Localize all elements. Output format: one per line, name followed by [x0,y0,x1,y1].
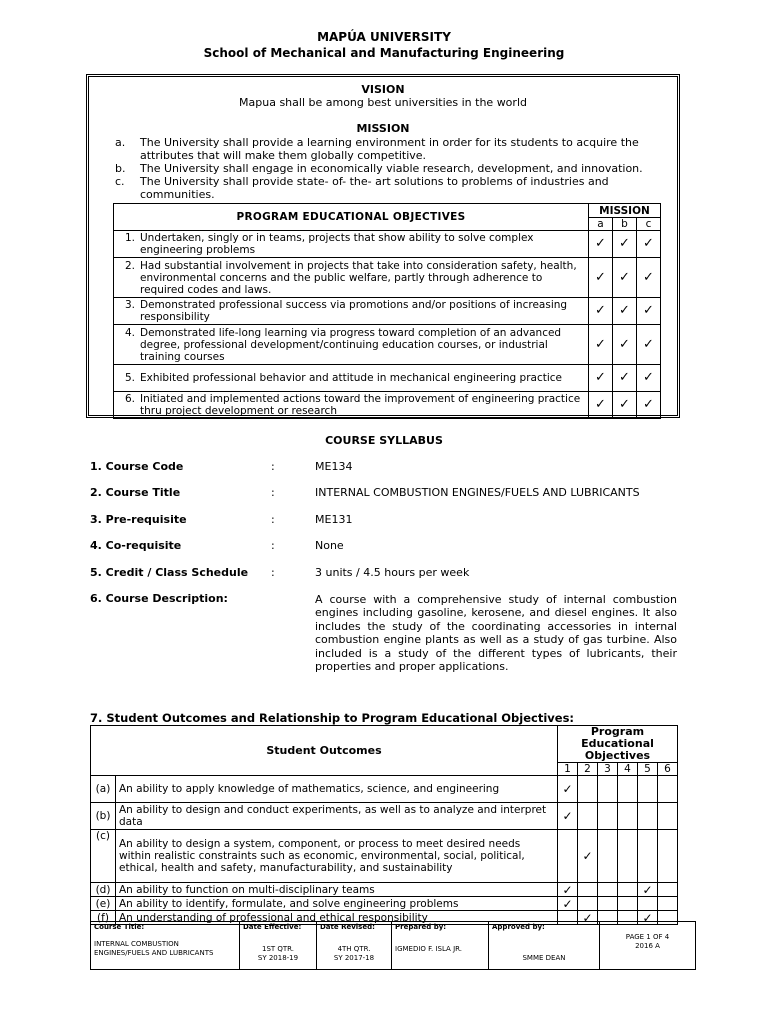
outcome-row: (f) An understanding of professional and ethical responsibility ✓ ✓ [91,911,678,925]
peo-col: 1 [558,763,578,776]
check-mark: ✓ [578,911,598,925]
check-mark: ✓ [638,883,658,897]
footer-page-info: PAGE 1 OF 4 2016 A [600,922,696,970]
peo-row: 2. Had substantial involvement in projects that take into consideration safety, health, environmental concerns and the public welfare, partly through adherence to required codes and laws. ✓ ✓ ✓ [114,258,661,298]
mission-item: a. The University shall provide a learning environment in order for its students to acquire the attributes that will make them globally competitive. [115,136,639,162]
check-mark: ✓ [558,803,578,830]
student-outcomes-table [90,725,678,925]
outcome-row: (d) An ability to function on multi-disciplinary teams ✓ ✓ [91,883,678,897]
peo-col: 5 [638,763,658,776]
peo-col: 6 [658,763,678,776]
course-syllabus-title: COURSE SYLLABUS [325,434,443,447]
footer-approved-by: Approved by: SMME DEAN [489,922,600,970]
course-description-text: A course with a comprehensive study of internal combustion engines including gasoline, kerosene, and diesel engines. It also includes the study of the coordinating accessories in internal combustion engine plants as well as a study of gas turbine. Also included is a study of the different types of lubricants, their properties and proper applications. [315,593,677,674]
university-name: MAPÚA UNIVERSITY [317,30,451,44]
check-mark: ✓ [613,365,637,392]
check-mark: ✓ [613,258,637,298]
check-mark: ✓ [558,776,578,803]
check-mark: ✓ [637,392,661,419]
document-footer [90,921,696,970]
check-mark: ✓ [637,325,661,365]
peo-row: 6. Initiated and implemented actions toward the improvement of engineering practice thru project development or research ✓ ✓ ✓ [114,392,661,419]
check-mark: ✓ [589,231,613,258]
peo-col: 2 [578,763,598,776]
student-outcomes-header: Student Outcomes [91,726,558,776]
peo-row: 3. Demonstrated professional success via promotions and/or positions of increasing responsibility ✓ ✓ ✓ [114,298,661,325]
check-mark: ✓ [613,325,637,365]
peo-row: 4. Demonstrated life-long learning via progress toward completion of an advanced degree, professional development/continuing education courses, or industrial training courses ✓ ✓ ✓ [114,325,661,365]
check-mark: ✓ [589,325,613,365]
outcome-row: (a) An ability to apply knowledge of mathematics, science, and engineering ✓ [91,776,678,803]
check-mark: ✓ [637,231,661,258]
mission-list [115,136,655,201]
outcome-row: (e) An ability to identify, formulate, and solve engineering problems ✓ [91,897,678,911]
vision-heading: VISION [361,83,405,96]
mission-col-header: MISSION [589,204,661,218]
peo-header: Program Educational Objectives [558,726,678,763]
mission-heading: MISSION [356,122,410,135]
mission-col-b: b [613,218,637,231]
check-mark: ✓ [638,911,658,925]
peo-header: PROGRAM EDUCATIONAL OBJECTIVES [114,204,589,231]
mission-col-a: a [589,218,613,231]
school-name: School of Mechanical and Manufacturing Engineering [203,46,565,60]
peo-col: 4 [618,763,638,776]
check-mark: ✓ [613,298,637,325]
peo-table [113,203,661,419]
check-mark: ✓ [613,231,637,258]
check-mark: ✓ [558,897,578,911]
footer-date-effective: Date Effective: 1ST QTR. SY 2018-19 [240,922,317,970]
footer-prepared-by: Prepared by: IGMEDIO F. ISLA JR. [392,922,489,970]
check-mark: ✓ [589,365,613,392]
check-mark: ✓ [613,392,637,419]
vision-text: Mapua shall be among best universities in the world [239,96,527,109]
check-mark: ✓ [558,883,578,897]
check-mark: ✓ [589,298,613,325]
check-mark: ✓ [589,258,613,298]
outcome-row: (c) An ability to design a system, component, or process to meet desired needs within realistic constraints such as economic, environmental, social, political, ethical, health and safety, manufacturability, and sustainability ✓ [91,830,678,883]
vision-mission-box [86,74,680,418]
footer-date-revised: Date Revised: 4TH QTR. SY 2017-18 [317,922,392,970]
mission-col-c: c [637,218,661,231]
footer-course-title: Course Title: INTERNAL COMBUSTION ENGINES/FUELS AND LUBRICANTS [91,922,240,970]
peo-col: 3 [598,763,618,776]
check-mark: ✓ [578,830,598,883]
peo-row: 1. Undertaken, singly or in teams, projects that show ability to solve complex engineering problems ✓ ✓ ✓ [114,231,661,258]
peo-row: 5. Exhibited professional behavior and attitude in mechanical engineering practice ✓ ✓ ✓ [114,365,661,392]
outcome-row: (b) An ability to design and conduct experiments, as well as to analyze and interpret data ✓ [91,803,678,830]
mission-item: b. The University shall engage in economically viable research, development, and innovation. [115,162,643,175]
student-outcomes-section-title: 7. Student Outcomes and Relationship to Program Educational Objectives: [90,711,575,725]
mission-item: c. The University shall provide state- of- the- art solutions to problems of industries and communities. [115,175,609,201]
check-mark: ✓ [637,298,661,325]
check-mark: ✓ [589,392,613,419]
check-mark: ✓ [637,365,661,392]
check-mark: ✓ [637,258,661,298]
